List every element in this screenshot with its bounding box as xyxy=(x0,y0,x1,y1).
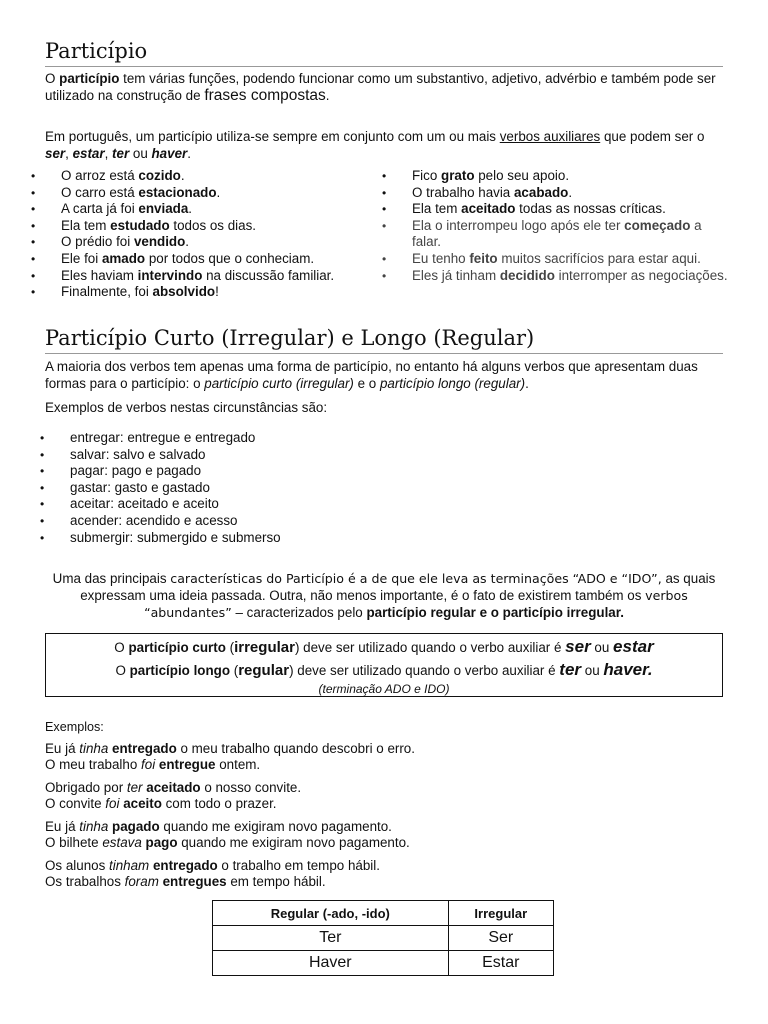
list-item: • Fico grato pelo seu apoio. xyxy=(388,168,728,185)
table-cell: Ter xyxy=(213,926,449,951)
section2-title: Particípio Curto (Irregular) e Longo (Regular) xyxy=(45,325,723,354)
table-cell: Estar xyxy=(448,951,553,976)
table-cell: Ser xyxy=(448,926,553,951)
example-sentences xyxy=(45,741,725,889)
example-sentence: Eu já tinha pagado quando me exigiram novo pagamento. xyxy=(45,819,392,834)
list-item: • salvar: salvo e salvado xyxy=(46,447,546,464)
table-row xyxy=(213,951,554,976)
list-item: • Eles já tinham decidido interromper as negociações. xyxy=(388,268,728,285)
list-item: • Ela o interrompeu logo após ele ter começado a falar. xyxy=(388,218,728,251)
list-item: • entregar: entregue e entregado xyxy=(46,430,546,447)
list-item: • submergir: submergido e submerso xyxy=(46,530,546,547)
list-item: • Eu tenho feito muitos sacrifícios para estar aqui. xyxy=(388,251,728,268)
rule-long-participle: O particípio longo (regular) deve ser utilizado quando o verbo auxiliar é ter ou haver. xyxy=(115,660,653,679)
list-item: • O arroz está cozido. xyxy=(37,168,377,185)
list-item: • acender: acendido e acesso xyxy=(46,513,546,530)
verbos-auxiliares-link: verbos auxiliares xyxy=(499,129,601,144)
examples-list-left xyxy=(37,168,377,301)
section2-intro: A maioria dos verbos tem apenas uma forma de particípio, no entanto há alguns verbos que apresentam duas formas para o particípio: o particípio curto (irregular) e o particípio longo (regular). xyxy=(45,359,698,391)
rule-box xyxy=(45,633,723,697)
table-row xyxy=(213,926,554,951)
section1-title: Particípio xyxy=(45,38,723,67)
list-item: • Eles haviam intervindo na discussão familiar. xyxy=(37,268,377,285)
auxiliary-verb-table xyxy=(212,900,554,976)
section1-intro: O particípio tem várias funções, podendo funcionar como um substantivo, adjetivo, advérbio e também pode ser utilizado na construção de frases compostas. xyxy=(45,71,716,104)
example-sentence: Obrigado por ter aceitado o nosso convite. xyxy=(45,780,302,795)
table-cell: Haver xyxy=(213,951,449,976)
example-sentence: O convite foi aceito com todo o prazer. xyxy=(45,795,277,811)
list-item: • O trabalho havia acabado. xyxy=(388,185,728,202)
list-item: • Ele foi amado por todos que o conheciam. xyxy=(37,251,377,268)
example-pair xyxy=(45,819,725,850)
column-header-irregular: Irregular xyxy=(448,901,553,926)
list-item: • O carro está estacionado. xyxy=(37,185,377,202)
example-sentence: O bilhete estava pago quando me exigiram novo pagamento. xyxy=(45,834,410,850)
list-item: • Ela tem estudado todos os dias. xyxy=(37,218,377,235)
rule-note: (terminação ADO e IDO) xyxy=(318,682,450,696)
examples-list-right xyxy=(388,168,728,284)
list-item: • Finalmente, foi absolvido! xyxy=(37,284,377,301)
example-pair xyxy=(45,741,725,772)
example-sentence: Os trabalhos foram entregues em tempo hábil. xyxy=(45,873,326,889)
list-item: • Ela tem aceitado todas as nossas críticas. xyxy=(388,201,728,218)
rule-short-participle: O particípio curto (irregular) deve ser utilizado quando o verbo auxiliar é ser ou estar xyxy=(114,637,654,656)
examples-label: Exemplos: xyxy=(45,720,104,734)
list-item: • O prédio foi vendido. xyxy=(37,234,377,251)
column-header-regular: Regular (-ado, -ido) xyxy=(213,901,449,926)
auxiliary-verbs-paragraph: Em português, um particípio utiliza-se sempre em conjunto com um ou mais verbos auxiliares que podem ser o ser, estar, ter ou haver. xyxy=(45,129,705,161)
example-pair xyxy=(45,858,725,889)
example-pair xyxy=(45,780,725,811)
participle-note: Uma das principais características do Particípio é a de que ele leva as terminações “ADO e “IDO”, as quais expressam uma ideia passada. Outra, não menos importante, é o fato de existirem também os verbos “abundantes” – caracterizados pelo particípio regular e o particípio irregular. xyxy=(52,571,716,620)
abundant-verbs-list xyxy=(46,430,546,546)
table-header-row xyxy=(213,901,554,926)
list-item: • aceitar: aceitado e aceito xyxy=(46,496,546,513)
list-item: • pagar: pago e pagado xyxy=(46,463,546,480)
verb-examples-intro: Exemplos de verbos nestas circunstâncias são: xyxy=(45,400,328,415)
example-sentence: Eu já tinha entregado o meu trabalho quando descobri o erro. xyxy=(45,741,415,756)
list-item: • A carta já foi enviada. xyxy=(37,201,377,218)
list-item: • gastar: gasto e gastado xyxy=(46,480,546,497)
example-sentence: Os alunos tinham entregado o trabalho em tempo hábil. xyxy=(45,858,380,873)
example-sentence: O meu trabalho foi entregue ontem. xyxy=(45,756,261,772)
